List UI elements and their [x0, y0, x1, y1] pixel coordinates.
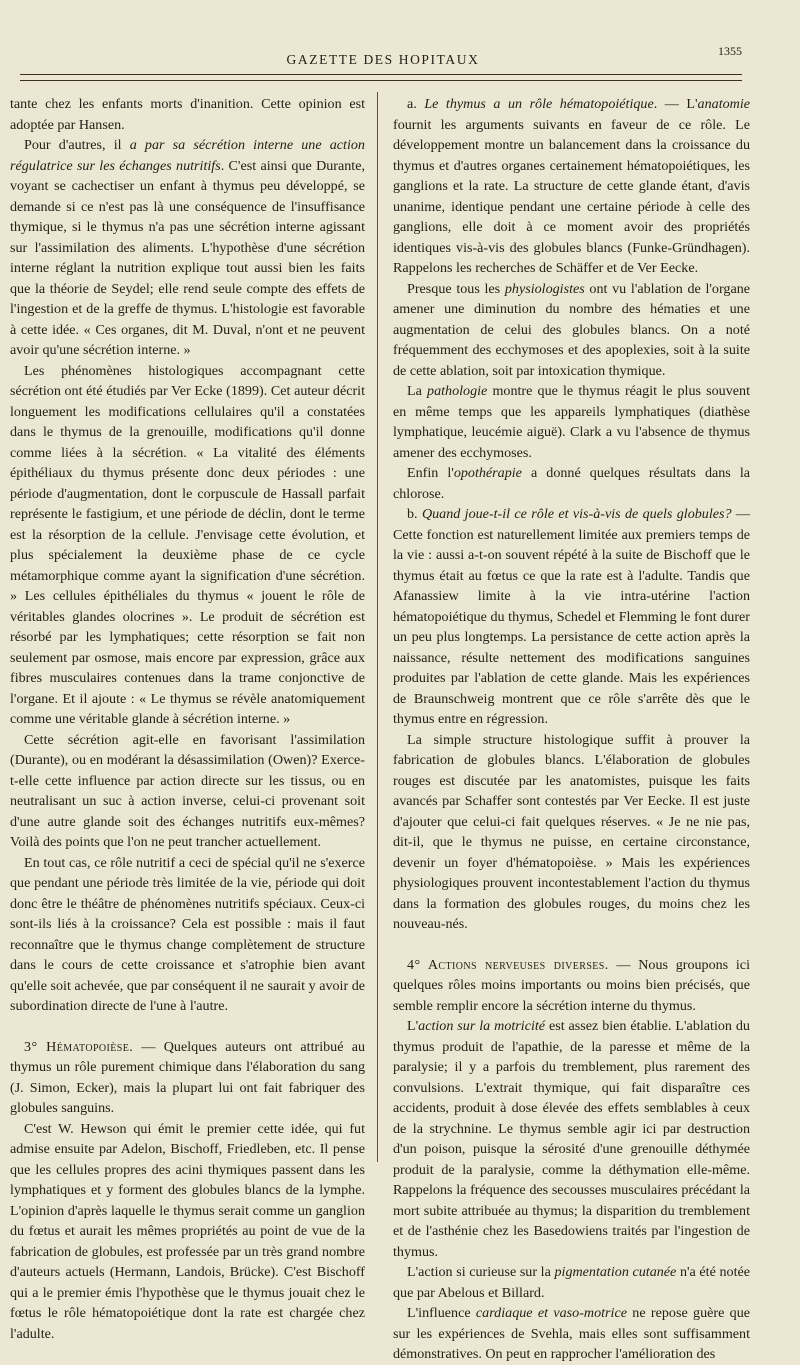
column-divider — [377, 92, 378, 1162]
paragraph-a-role-hematopoietique: a. Le thymus a un rôle hématopoiétique. — L'anatomie fournit les arguments suivants en faveur de ce rôle. Le développement montre un balancement dans la croissance du thymus et d'autres organes certainement hématopoiétiques, les ganglions et la rate. La structure de cette glande étant, d'avis unanime, identique pendant une certaine période à celle des ganglions, elle doit à ce moment avoir des propriétés identiques vis-à-vis des globules blancs (Funke-Gründhagen). Rappelons les recherches de Schäffer et de Ver Eecke. — [393, 96, 750, 276]
right-column — [393, 94, 750, 1365]
left-column — [10, 94, 365, 1344]
paragraph-motricite: L'action sur la motricité est assez bien établie. L'ablation du thymus produit de l'apathie, de la paresse et même de la paralysie; il y a parfois du tremblement, plus rarement des convulsions. L'extrait thymique, qui fait disparaître ces accidents, produit à dose élevée des effets semblables à ceux de la strychnine. Le thymus semble agir ici par destruction d'un poison, puisque la sérosité d'une grenouille déthymée produit de la paralysie, comme la déthymation elle-même. Rappelons la fréquence des secousses musculaires précédant la mort subite attribuée au thymus; la disparition du tremblement et de l'asthénie chez les Basedowiens traités par l'ingestion de thymus. — [393, 1018, 750, 1260]
paragraph-role-nutritif: En tout cas, ce rôle nutritif a ceci de spécial qu'il ne s'exerce que pendant une période très limitée de la vie, période qui doit donc être le théâtre de phénomènes nutritifs spéciaux. Ceux-ci sont-ils liés à la croissance? Cela est possible : mais il faut reconnaître que le thymus change complètement de structure dans le cours de cette croissance et s'atrophie bien avant qu'elle soit achevée, que par conséquent il ne saurait y avoir de subordination directe de l'une à l'autre. — [10, 854, 365, 1014]
page-number: 1355 — [718, 44, 742, 58]
paragraph-cardiaque: L'influence cardiaque et vaso-motrice ne repose guère que sur les expériences de Svehla, mais elles sont suffisamment démonstratives. On peut en rapprocher l'amélioration des — [393, 1305, 751, 1362]
paragraph-continuation: tante chez les enfants morts d'inanition. Cette opinion est adoptée par Hansen. — [10, 96, 365, 133]
running-head — [24, 44, 742, 74]
paragraph-histologie: Les phénomènes histologiques accompagnant cette sécrétion ont été étudiés par Ver Ecke (1899). Cet auteur décrit longuement les modifications cellulaires qu'il a constatées dans le thymus de la grenouille, modifications qu'il donne comme liées à la sécrétion. « La vitalité des éléments épithéliaux du thymus présente donc deux périodes : une période d'augmentation, dont le corpuscule de Hassall parfait représente le fastigium, et une période de déclin, dont le terme est la résorption de la cellule. J'envisage cette évolution, et plus spécialement la deuxième phase de ce cycle métamorphique comme ayant la signification d'une sécrétion. » Les cellules épithéliales du thymus « jouent le rôle de véritables glandes olocrines ». Le produit de sécrétion est résorbé par les lymphatiques; cette résorption se fait non seulement par osmose, mais encore par expression, grâce aux fibres musculaires contenues dans la trame conjonctive de l'organe. Et il ajoute : « Le thymus se révèle anatomiquement comme une véritable glande à sécrétion interne. » — [10, 362, 365, 727]
paragraph-physiologistes: Presque tous les physiologistes ont vu l'ablation de l'organe amener une diminution du nombre des hématies et une augmentation de celui des globules blancs. On a noté fréquemment des ecchymoses et des apoplexies, soit à la suite de cette ablation, soit par intoxication thymique. — [393, 280, 751, 379]
paragraph-b-quand: b. Quand joue-t-il ce rôle et vis-à-vis de quels globules? — Cette fonction est naturellement limitée aux premiers temps de la vie : aussi a-t-on souvent répété à la suite de Bischoff que le thymus était au fœtus ce que la rate est à l'adulte. Tandis que Afanassiew limite à la vie intra-utérine l'action hématopoiétique du thymus, Schedel et Flemming le font durer un peu plus longtemps. La persistance de cette action après la naissance, résulte nettement des modifications sanguines produites par l'ablation de cette glande. Mais les expériences de Braunschweig montrent que ce rôle s'arrête dès que le thymus entre en régression. — [393, 506, 750, 727]
paragraph-structure: La simple structure histologique suffit à prouver la fabrication de globules blancs. L'élaboration de globules rouges est discutée par les anatomistes, puisque les faits avancés par Schaffer sont contestés par Ver Eecke. Il est juste d'ajouter que celui-ci fait quelques réserves. « Je ne nie pas, dit-il, que le thymus ne puisse, en certaine circonstance, devenir un foyer d'hématopoièse. » Mais les expériences physiologiques prouvent incontestablement l'action du thymus dans la formation des globules rouges, du moins chez les nouveau-nés. — [393, 731, 750, 932]
header-rule-thick — [20, 74, 742, 75]
paragraph-hewson: C'est W. Hewson qui émit le premier cette idée, qui fut admise ensuite par Adelon, Bischoff, Friedleben, etc. Il pense que les cellules propres des acini thymiques passent dans les lymphatiques et y forment des globules blancs de la lymphe. L'opinion d'après laquelle le thymus serait comme un ganglion du fœtus et aurait les mêmes propriétés au point de vue de la fabrication de globules, est professée par un très grand nombre d'auteurs actuels (Hermann, Landois, Brücke). C'est Bischoff qui a le premier émis l'hypothèse que le thymus jouait chez le fœtus le rôle hématopoiétique dont la rate est chargée chez l'adulte. — [10, 1120, 365, 1342]
section-actions-nerveuses: 4° Actions nerveuses diverses. — Nous groupons ici quelques rôles moins importants ou moins bien précisés, que semble remplir encore la sécrétion interne du thymus. — [393, 956, 750, 1014]
section-hematopoiese: 3° Hématopoièse. — Quelques auteurs ont attribué au thymus un rôle purement chimique dans l'élaboration du sang (J. Simon, Ecker), mais la plupart lui ont fait fabriquer des globules sanguins. — [10, 1038, 365, 1116]
section-heading: 4° Actions nerveuses diverses. — [407, 956, 609, 973]
paragraph-pathologie: La pathologie montre que le thymus réagit le plus souvent en même temps que les appareils lymphatiques (diathèse lymphatique, leucémie aiguë). Clark a vu l'absence de thymus amener des ecchymoses. — [393, 383, 750, 461]
paragraph-assimilation: Cette sécrétion agit-elle en favorisant l'assimilation (Durante), ou en modérant la désassimilation (Owen)? Exerce-t-elle cette influence par action directe sur les tissus, ou en neutralisant un suc à action inverse, celui-ci provenant soit d'une autre glande soit des échanges nutritifs eux-mêmes? Voilà des points que l'on ne peut trancher actuellement. — [10, 731, 365, 850]
journal-title: GAZETTE DES HOPITAUX — [286, 52, 480, 67]
header-rule-thin — [20, 80, 742, 81]
section-heading: 3° Hématopoièse. — [24, 1038, 134, 1055]
paragraph-opotherapie: Enfin l'opothérapie a donné quelques résultats dans la chlorose. — [393, 465, 750, 502]
paragraph-pigmentation: L'action si curieuse sur la pigmentation cutanée n'a été notée que par Abelous et Billard. — [393, 1264, 751, 1301]
paragraph-secretion-interne: Pour d'autres, il a par sa sécrétion interne une action régulatrice sur les échanges nutritifs. C'est ainsi que Durante, voyant se cachectiser un enfant à thymus peu développé, se demande si ce n'est pas là une conséquence de l'insuffisance thymique, si le thymus n'a pas une sécrétion interne agissant sur l'assimilation des aliments. L'hypothèse d'une sécrétion interne réglant la nutrition explique tout aussi bien les faits que la théorie de Seydel; elle rend seule compte des effets de l'ingestion et de la greffe de thymus. L'histologie est favorable à cette idée. « Ces organes, dit M. Duval, n'ont et ne peuvent avoir qu'une sécrétion interne. » — [10, 137, 365, 358]
